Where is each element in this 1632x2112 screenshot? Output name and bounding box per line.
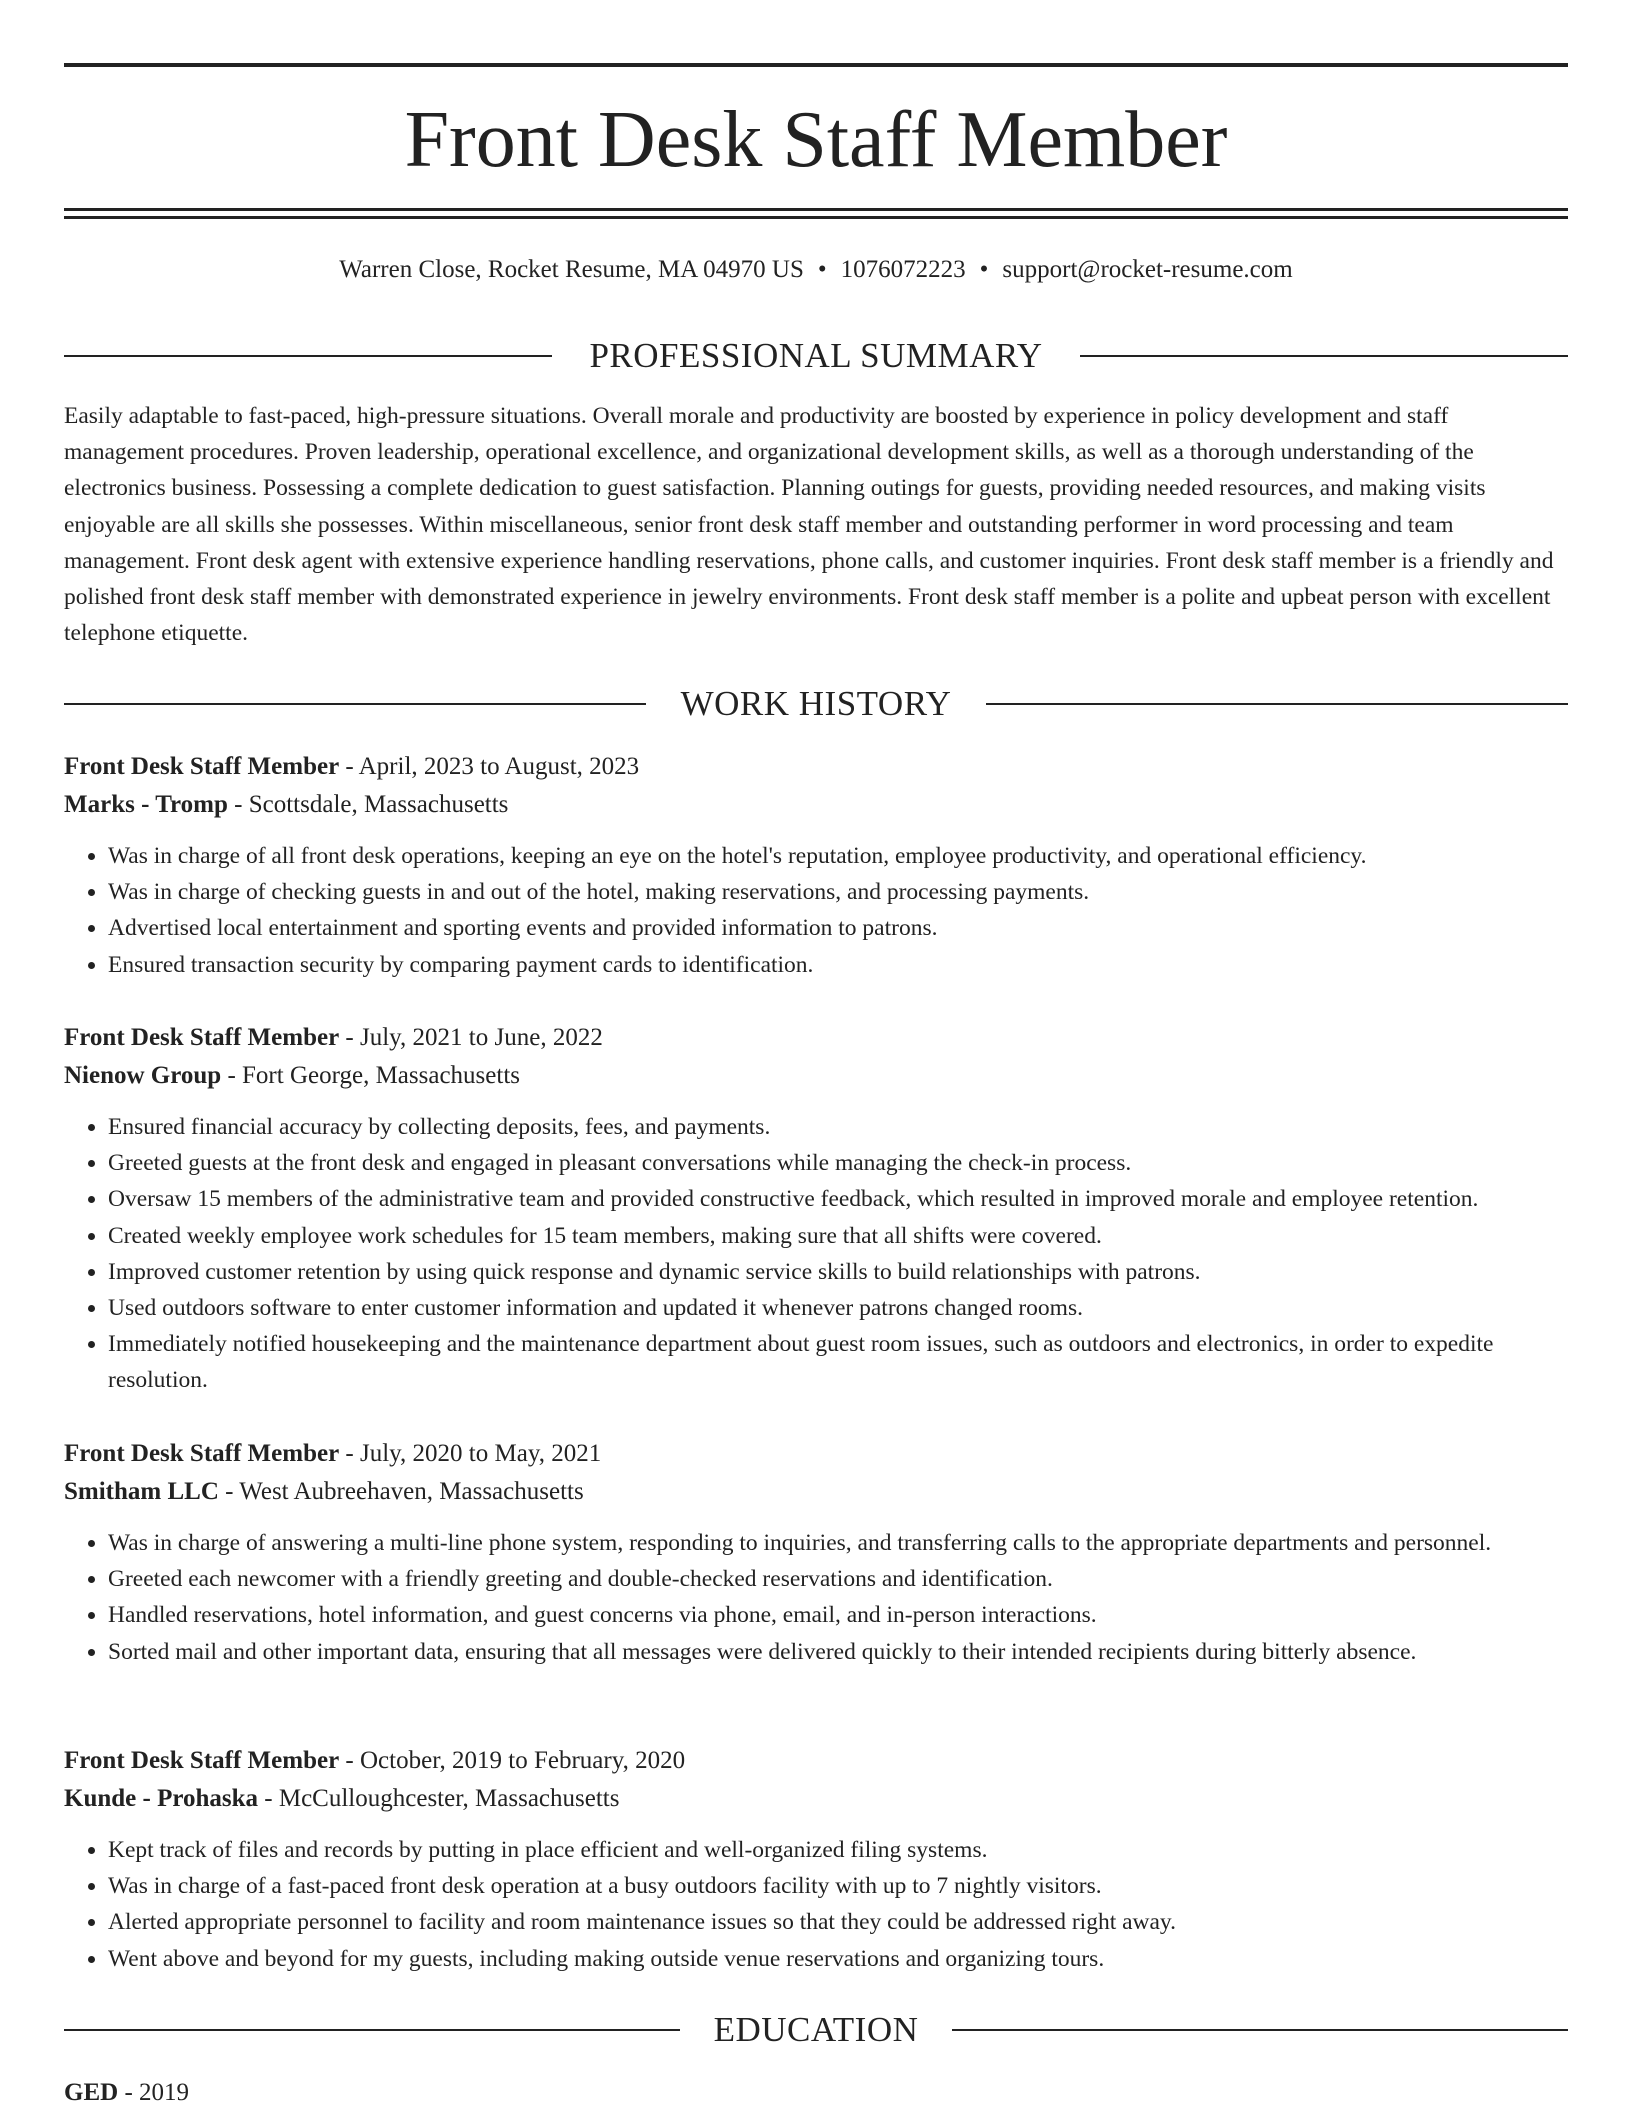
job-company: Marks - Tromp [64, 791, 228, 818]
section-rule-right [952, 2029, 1568, 2031]
contact-phone: 1076072223 [840, 256, 966, 283]
job-entry [64, 1435, 1568, 1670]
education-section-header [64, 2008, 1568, 2052]
job-bullet: • Greeted each newcomer with a friendly greeting and double-checked reservations and identification. [108, 1561, 1568, 1597]
job-title-line [64, 1019, 1568, 1057]
job-title: Front Desk Staff Member [64, 1440, 340, 1467]
job-bullet: • Alerted appropriate personnel to facility and room maintenance issues so that they could be addressed right away. [108, 1904, 1568, 1940]
top-rule [64, 63, 1568, 67]
job-bullet: • Ensured financial accuracy by collecting deposits, fees, and payments. [108, 1109, 1568, 1145]
job-location: - Fort George, Massachusetts [221, 1062, 520, 1089]
job-company-line [64, 1057, 1568, 1095]
job-company: Smitham LLC [64, 1478, 219, 1505]
job-bullet: • Sorted mail and other important data, ensuring that all messages were delivered quickly to their intended recipients during bitterly absence. [108, 1634, 1568, 1670]
job-bullet: • Greeted guests at the front desk and engaged in pleasant conversations while managing the check-in process. [108, 1145, 1568, 1181]
name-underline-rule-1 [64, 208, 1568, 211]
job-title-line [64, 1742, 1568, 1780]
section-rule-right [986, 703, 1568, 705]
job-title: Front Desk Staff Member [64, 1747, 340, 1774]
job-location: - Scottsdale, Massachusetts [227, 791, 509, 818]
job-company: Nienow Group [64, 1062, 222, 1089]
job-bullet: • Created weekly employee work schedules for 15 team members, making sure that all shifts were covered. [108, 1218, 1568, 1254]
contact-address: Warren Close, Rocket Resume, MA 04970 US [339, 256, 804, 283]
job-dates: - July, 2021 to June, 2022 [339, 1024, 603, 1051]
job-bullet: • Was in charge of a fast-paced front desk operation at a busy outdoors facility with up to 7 nightly visitors. [108, 1868, 1568, 1904]
job-bullet: • Advertised local entertainment and sporting events and provided information to patrons. [108, 910, 1568, 946]
professional-summary-text: Easily adaptable to fast-paced, high-pressure situations. Overall morale and productivity are boosted by experience in policy development and staff management procedures. Proven leadership, operational excellence, and organizational development skills, as well as a thorough understanding of the electronics business. Possessing a complete dedication to guest satisfaction. Planning outings for guests, providing needed resources, and making visits enjoyable are all skills she possesses. Within miscellaneous, senior front desk staff member and outstanding performer in word processing and team management. Front desk agent with extensive experience handling reservations, phone calls, and customer inquiries. Front desk staff member is a friendly and polished front desk staff member with demonstrated experience in jewelry environments. Front desk staff member is a polite and upbeat person with excellent telephone etiquette. [64, 403, 1554, 647]
work-section-title: WORK HISTORY [680, 684, 952, 723]
contact-line [64, 254, 1568, 286]
job-dates: - April, 2023 to August, 2023 [339, 753, 640, 780]
summary-section-header [64, 334, 1568, 378]
summary-section-title: PROFESSIONAL SUMMARY [589, 336, 1043, 375]
contact-email: support@rocket-resume.com [1002, 256, 1293, 283]
job-entry [64, 1019, 1568, 1399]
job-bullets [64, 838, 1568, 983]
job-bullet: • Immediately notified housekeeping and the maintenance department about guest room issues, such as outdoors and electronics, in order to expedite resolution. [108, 1326, 1568, 1398]
job-bullet: • Went above and beyond for my guests, including making outside venue reservations and organizing tours. [108, 1941, 1568, 1977]
job-title: Front Desk Staff Member [64, 1024, 340, 1051]
job-entry [64, 748, 1568, 983]
education-year: - 2019 [118, 2079, 190, 2106]
job-location: - West Aubreehaven, Massachusetts [218, 1478, 584, 1505]
job-bullet: • Improved customer retention by using quick response and dynamic service skills to build relationships with patrons. [108, 1254, 1568, 1290]
resume-name: Front Desk Staff Member [404, 96, 1228, 184]
job-title: Front Desk Staff Member [64, 753, 340, 780]
education-degree: GED [64, 2079, 119, 2106]
job-bullet: • Kept track of files and records by putting in place efficient and well-organized filing systems. [108, 1832, 1568, 1868]
job-entry [64, 1742, 1568, 1977]
job-company: Kunde - Prohaska [64, 1785, 259, 1812]
job-bullets [64, 1109, 1568, 1399]
section-rule-right [1080, 355, 1568, 357]
job-bullet: • Ensured transaction security by comparing payment cards to identification. [108, 947, 1568, 983]
contact-separator: • [979, 256, 989, 283]
job-bullet: • Was in charge of checking guests in and out of the hotel, making reservations, and processing payments. [108, 874, 1568, 910]
job-bullet: • Handled reservations, hotel information, and guest concerns via phone, email, and in-person interactions. [108, 1597, 1568, 1633]
job-bullets [64, 1525, 1568, 1670]
education-entry [64, 2074, 1568, 2112]
job-bullets [64, 1832, 1568, 1977]
job-dates: - October, 2019 to February, 2020 [339, 1747, 686, 1774]
work-section-header [64, 682, 1568, 726]
job-company-line [64, 786, 1568, 824]
contact-separator: • [817, 256, 827, 283]
job-company-line [64, 1780, 1568, 1818]
job-bullet: • Was in charge of all front desk operations, keeping an eye on the hotel's reputation, employee productivity, and operational efficiency. [108, 838, 1568, 874]
job-bullet: • Oversaw 15 members of the administrative team and provided constructive feedback, which resulted in improved morale and employee retention. [108, 1181, 1568, 1217]
job-title-line [64, 748, 1568, 786]
job-location: - McCulloughcester, Massachusetts [258, 1785, 620, 1812]
job-company-line [64, 1473, 1568, 1511]
job-dates: - July, 2020 to May, 2021 [339, 1440, 602, 1467]
job-bullet: • Was in charge of answering a multi-line phone system, responding to inquiries, and transferring calls to the appropriate departments and personnel. [108, 1525, 1568, 1561]
name-underline-rule-2 [64, 216, 1568, 219]
job-bullet: • Used outdoors software to enter customer information and updated it whenever patrons changed rooms. [108, 1290, 1568, 1326]
job-title-line [64, 1435, 1568, 1473]
education-section-title: EDUCATION [713, 2010, 919, 2049]
